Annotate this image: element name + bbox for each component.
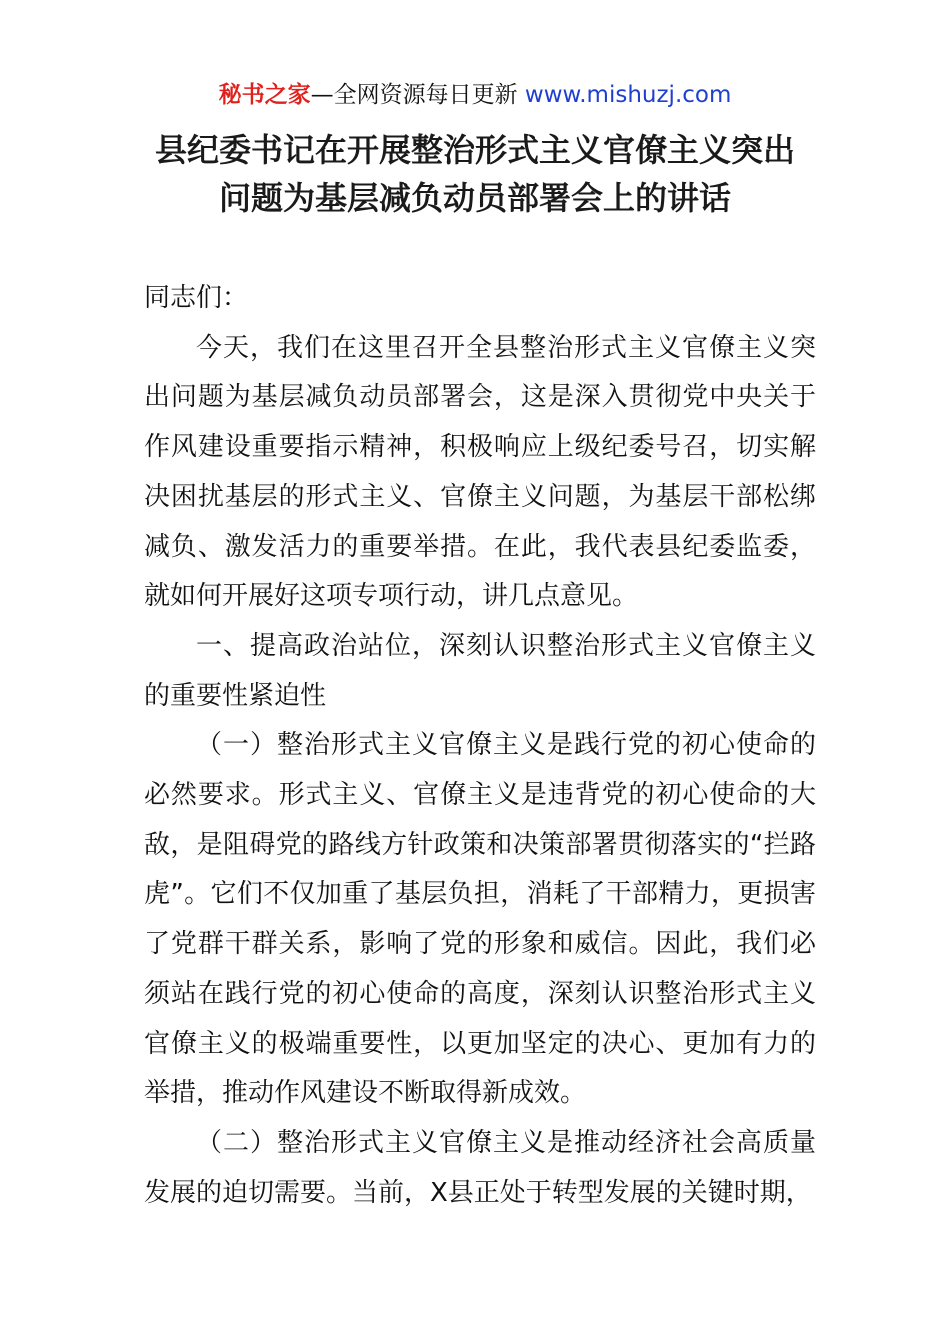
site-header [0, 78, 950, 112]
paragraph-point-2: （二）整治形式主义官僚主义是推动经济社会高质量发展的迫切需要。当前，X县正处于转型发展的关键时期， [144, 1127, 816, 1208]
site-url-link[interactable]: www.mishuzj.com [524, 82, 732, 108]
section-heading-1: 一、提高政治站位，深刻认识整治形式主义官僚主义的重要性紧迫性 [144, 630, 816, 711]
salutation: 同志们： [144, 283, 249, 313]
document-title [0, 126, 950, 222]
document-body [144, 274, 816, 1218]
header-tagline: —全网资源每日更新 [310, 82, 525, 108]
title-line-2: 问题为基层减负动员部署会上的讲话 [218, 179, 731, 217]
brand-name: 秘书之家 [218, 82, 311, 108]
paragraph-point-1: （一）整治形式主义官僚主义是践行党的初心使命的必然要求。形式主义、官僚主义是违背党的初心使命的大敌，是阻碍党的路线方针政策和决策部署贯彻落实的“拦路虎”。它们不仅加重了基层负担，消耗了干部精力，更损害了党群干群关系，影响了党的形象和威信。因此，我们必须站在践行党的初心使命的高度，深刻认识整治形式主义官僚主义的极端重要性，以更加坚定的决心、更加有力的举措，推动作风建设不断取得新成效。 [144, 730, 816, 1109]
paragraph-opening: 今天，我们在这里召开全县整治形式主义官僚主义突出问题为基层减负动员部署会，这是深入贯彻党中央关于作风建设重要指示精神，积极响应上级纪委号召，切实解决困扰基层的形式主义、官僚主义问题，为基层干部松绑减负、激发活力的重要举措。在此，我代表县纪委监委，就如何开展好这项专项行动，讲几点意见。 [144, 332, 816, 612]
title-line-1: 县纪委书记在开展整治形式主义官僚主义突出 [154, 131, 795, 169]
